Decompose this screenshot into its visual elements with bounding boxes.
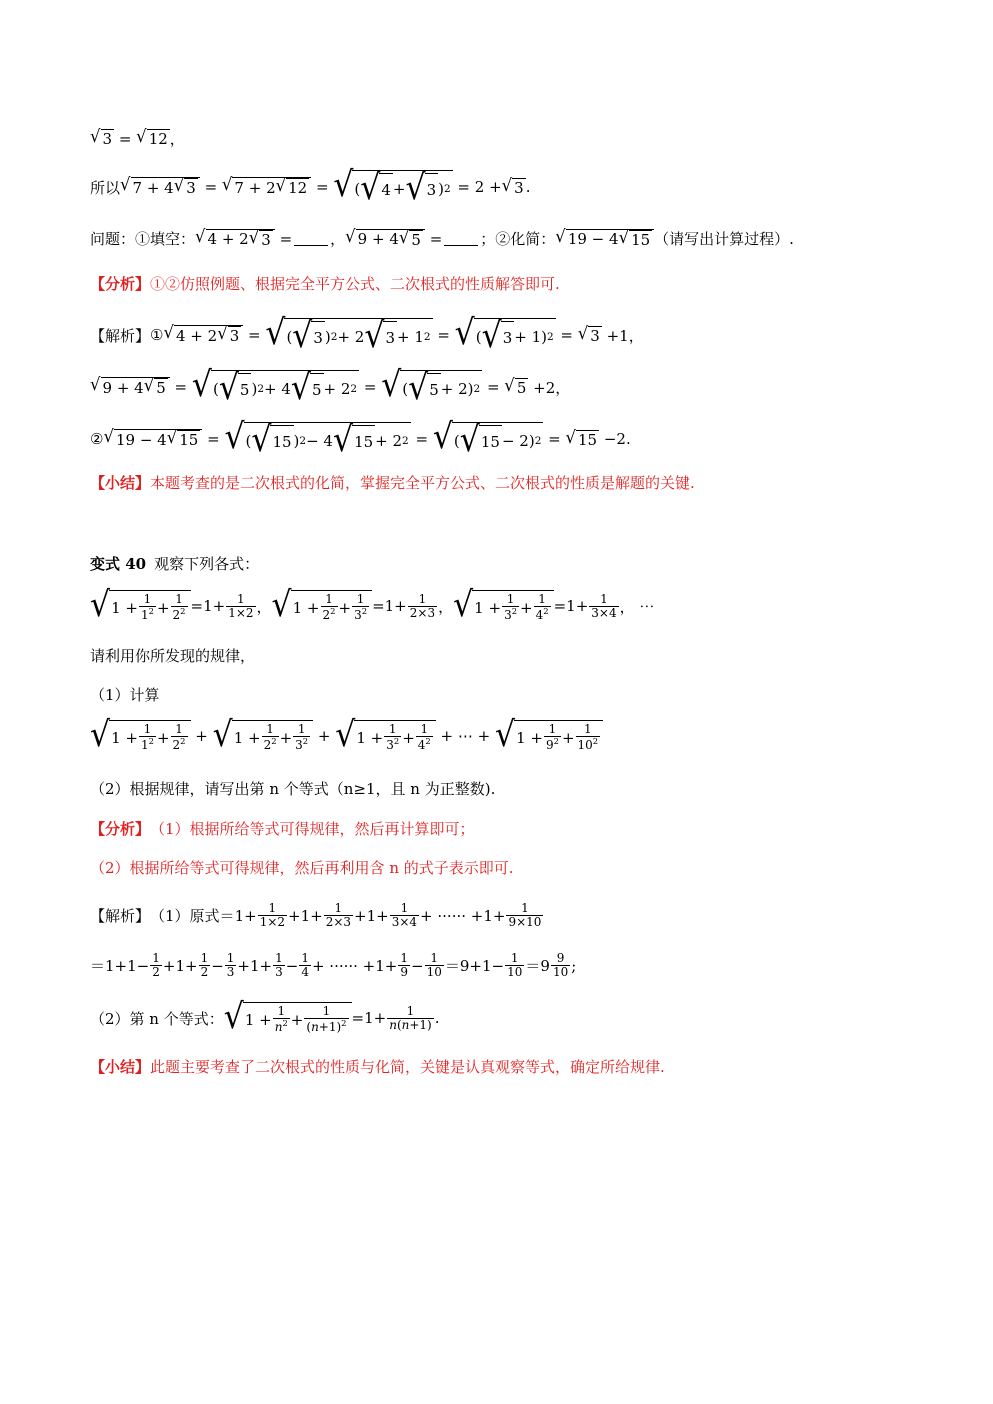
line-sqrt3-eq: √ 3 = √ 12 ， <box>90 126 185 148</box>
analysis-tag: 【分析】 <box>90 275 151 293</box>
analysis-40-2 <box>90 857 933 878</box>
rule-line <box>90 645 933 666</box>
radical: √ 3 <box>90 126 113 148</box>
solution-tag: 【解析】 <box>90 326 151 345</box>
part1-text: （1）计算 <box>90 686 160 704</box>
part1-line <box>90 684 933 705</box>
summary-tag: 【小结】 <box>90 474 151 492</box>
question-part2: ；②化简： <box>480 230 556 248</box>
sum-expression: √ 1 + $\frac{1}{1^2}$ + $\frac{1}{2^2}$ + √ 1 + $\frac{1}{2^2}$ + $\frac{1}{3^2}$ + √ 1 + $\frac{1}{3^2}$ + $\frac{1}{4^2}$ + ⋯ + √ 1 + $\frac{1}{9^2}$ + $\frac{1}{10^2}$ <box>90 720 933 752</box>
analysis-text: （1）根据所给等式可得规律，然后再计算即可； <box>150 820 475 838</box>
solution-39-line2: √ 9 + 4 √ 5 = √ ( √ 5 ) 2 + 4 √ 5 + 2 2 = √ ( √ 5 + 2) 2 = √ 5 +2， <box>90 364 571 408</box>
solution-40-line3: （2）第 n 个等式： √ 1 + $\frac{1}{n^2}$ + $\frac{1}{(n+1)^2}$ =1+ $\frac{1}{n(n+1)}$ . <box>90 997 440 1037</box>
solution-40-line1: 【解析】 （1）原式＝ 1+ $\frac{1}{1\times 2}$ +1+ $\frac{1}{2\times 3}$ +1+ $\frac{1}{3\times 4}$ + ······ +1+ $\frac{1}{9\times 10}$ <box>90 901 542 930</box>
analysis-tag: 【分析】 <box>90 820 151 838</box>
summary-text: 本题考查的是二次根式的化简，掌握完全平方公式、二次根式的性质是解题的关键. <box>150 474 695 492</box>
solution-tag: 【解析】 <box>90 907 151 926</box>
part2-line <box>90 778 933 799</box>
therefore-label: 所以 <box>90 178 121 197</box>
solution-prefix: （2）第 n 个等式： <box>90 1009 224 1028</box>
summary-text: 此题主要考查了二次根式的性质与化简，关键是认真观察等式，确定所给规律. <box>150 1058 665 1076</box>
answer-blank[interactable] <box>444 231 478 246</box>
question-label: 问题：①填空： <box>90 230 196 248</box>
summary-39 <box>90 472 933 493</box>
exercise-title: 变式 40 <box>90 555 147 573</box>
solution-40-line2: ＝1+1− $\frac{1}{2}$ +1+ $\frac{1}{2}$ − $\frac{1}{3}$ +1+ $\frac{1}{3}$ − $\frac{1}{4}$ + ······ +1+ $\frac{1}{9}$ − $\frac{1}{10}$ ＝9+1− $\frac{1}{10}$ ＝9 $\frac{9}{10}$ ; <box>90 951 577 980</box>
solution-39-line3: ② √ 19 − 4 √ 15 = √ ( √ 15 ) 2 − 4 √ 15 + 2 2 = √ ( √ 15 − 2) 2 = √ 15 −2. <box>90 416 631 460</box>
line-therefore: 所以 √ 7 + 4 √ 3 = √ 7 + 2 √ 12 = √ ( √ 4 + √ 3 ) 2 = 2 + √ 3 . <box>90 164 531 208</box>
solution-prefix: （1）原式＝ <box>150 907 235 926</box>
summary-tag: 【小结】 <box>90 1058 151 1076</box>
question-line: 问题：①填空： √ 4 + 2 √ 3 = ， √ 9 + 4 √ 5 = ；②化简： √ 19 − 4 √ 15 （请写出计算过程）. <box>90 225 794 249</box>
analysis-39 <box>90 273 933 294</box>
analysis-text: （2）根据所给等式可得规律，然后再利用含 n 的式子表示即可. <box>90 859 514 877</box>
observation-line: √ 1 + $\frac{1}{1^2}$ + $\frac{1}{2^2}$ =1+ $\frac{1}{1\times 2}$ ， √ 1 + $\frac{1}{2^2}$ + $\frac{1}{3^2}$ =1+ $\frac{1}{2\times 3}$ ， √ 1 + $\frac{1}{3^2}$ + $\frac{1}{4^2}$ =1+ $\frac{1}{3\times 4}$ ， ⋯ <box>90 585 655 625</box>
analysis-text: ①②仿照例题、根据完全平方公式、二次根式的性质解答即可. <box>150 275 560 293</box>
radical: √ 12 <box>136 126 168 148</box>
analysis-40-1 <box>90 818 933 839</box>
part2-text: （2）根据规律，请写出第 n 个等式（n≥1，且 n 为正整数). <box>90 780 496 798</box>
summary-40 <box>90 1056 933 1077</box>
exercise-intro: 观察下列各式： <box>154 555 260 573</box>
solution-39-line1: 【解析】 ① √ 4 + 2 √ 3 = √ ( √ 3 ) 2 + 2 √ 3 + 1 2 = √ ( √ 3 + 1) 2 = √ 3 +1， <box>90 312 644 356</box>
answer-blank[interactable] <box>294 231 328 246</box>
exercise-40-title <box>90 553 933 574</box>
rule-text: 请利用你所发现的规律， <box>90 647 256 665</box>
question-suffix: （请写出计算过程）. <box>654 230 794 248</box>
